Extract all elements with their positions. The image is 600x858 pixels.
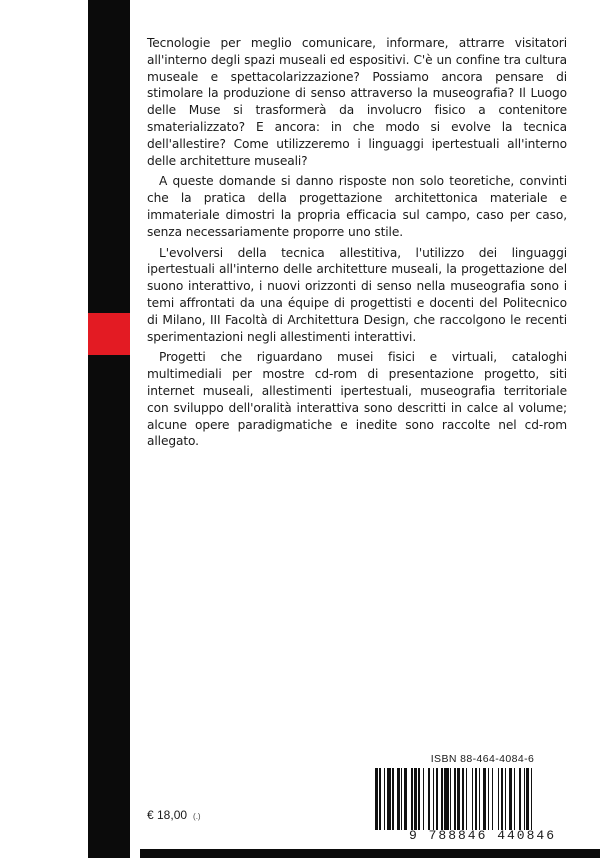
- paragraph-3: L'evolversi della tecnica allestitiva, l'utilizzo dei linguaggi ipertestuali all'interno delle architetture museali, la progettazione del suono interattivo, i nuovi orizzonti di senso nella museografia sono i temi affrontati da una équipe di progettisti e docenti del Politecnico di Milano, III Facoltà di Architettura Design, che raccolgono le recenti sperimentazioni negli allestimenti interattivi.: [147, 245, 567, 344]
- paragraph-4: Progetti che riguardano musei fisici e virtuali, cataloghi multimediali per mostre cd-rom di presentazione progetto, siti internet museali, allestimenti ipertestuali, museografia territoriale con sviluppo dell'oralità interattiva sono descritti in calce al volume; alcune opere paradigmatiche e inedite sono raccolte nel cd-rom allegato.: [147, 350, 567, 449]
- red-accent-square: [88, 313, 130, 355]
- price-label: [147, 808, 201, 822]
- barcode-bar: [532, 768, 535, 830]
- barcode-graphic: [375, 768, 590, 830]
- bottom-black-bar: [140, 849, 600, 858]
- isbn-text: ISBN 88-464-4084-6: [430, 753, 535, 765]
- back-cover-text: [147, 35, 567, 454]
- isbn-barcode-area: [375, 753, 590, 848]
- price-code: (.): [193, 812, 201, 821]
- spine-black-bar: [88, 0, 130, 858]
- paragraph-1: Tecnologie per meglio comunicare, informare, attrarre visitatori all'interno degli spazi museali ed espositivi. C'è un confine tra cultura museale e spettacolarizzazione? Possiamo ancora pensare di stimolare la produzione di senso attraverso la museografia? Il Luogo delle Muse si trasformerà da involucro fisico a contenitore smaterializzato? E ancora: in che modo si evolve la tecnica dell'allestire? Come utilizzeremo i linguaggi ipertestuali all'interno delle architetture museali?: [147, 36, 567, 168]
- price-value: € 18,00: [147, 808, 188, 822]
- barcode-digits: 9 788846 440846: [375, 828, 590, 843]
- paragraph-2: A queste domande si danno risposte non solo teoretiche, convinti che la pratica della progettazione architettonica materiale e immateriale dimostri la propria efficacia sul campo, caso per caso, senza necessariamente proporre uno stile.: [147, 174, 567, 239]
